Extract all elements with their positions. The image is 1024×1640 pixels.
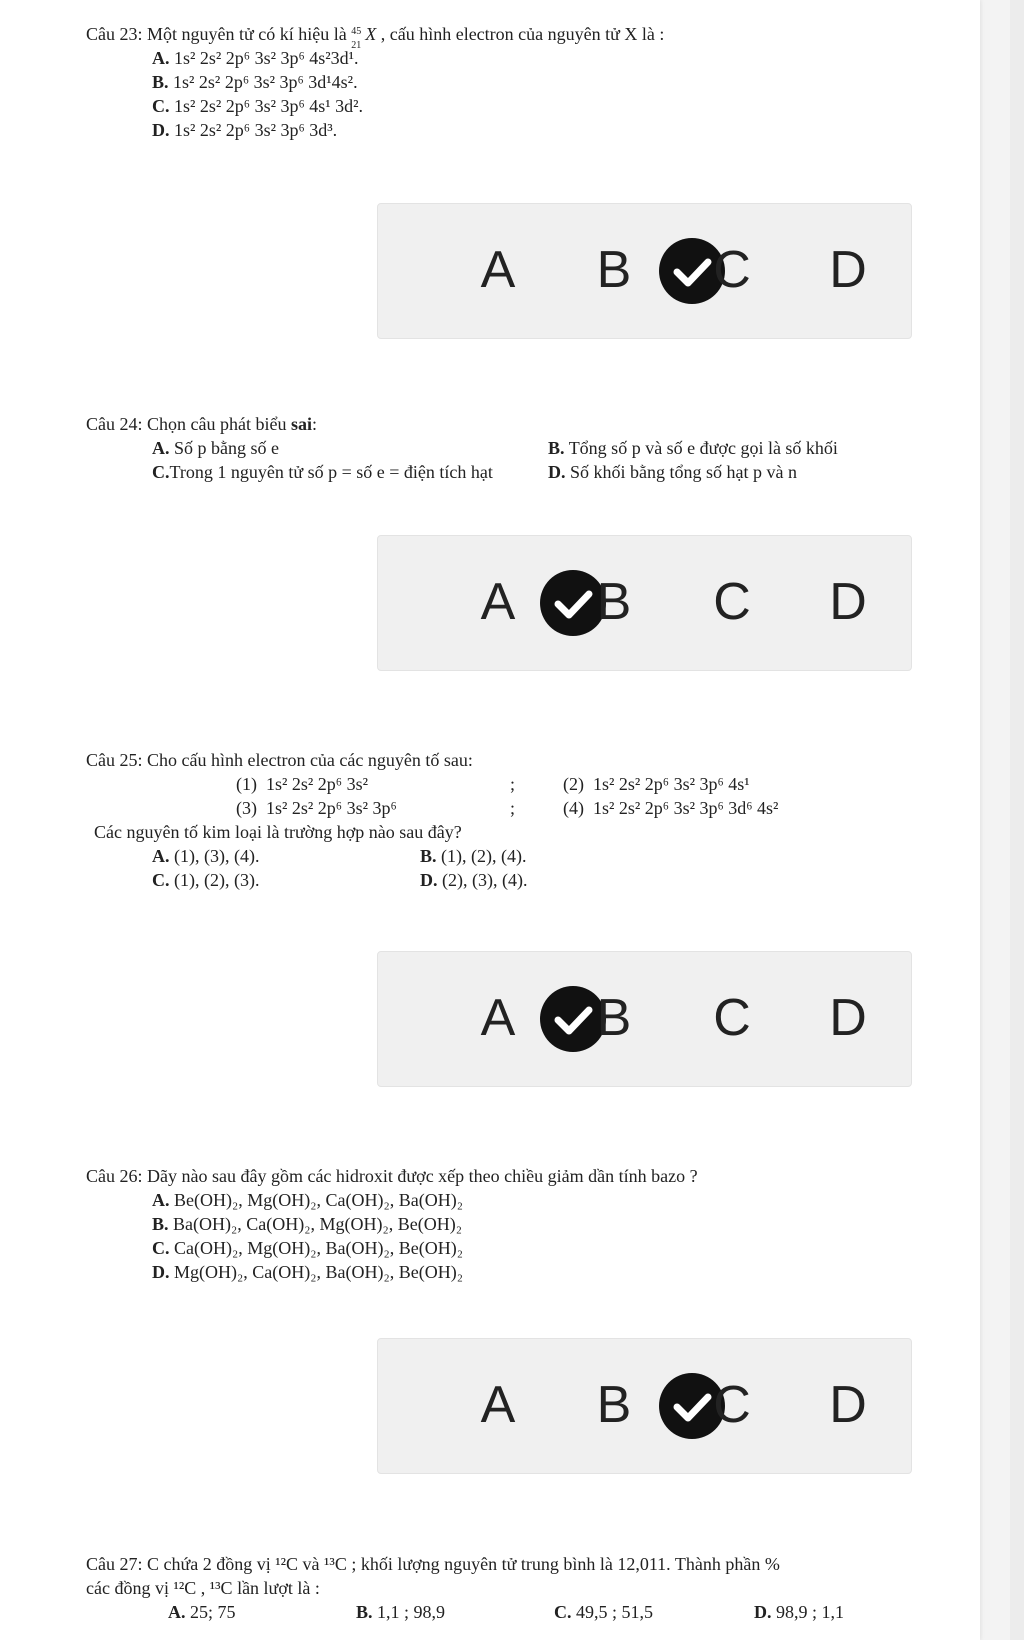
config-row-2 bbox=[86, 796, 940, 820]
answer-choice-a[interactable]: A bbox=[480, 573, 516, 631]
option-text: Be(OH)₂, Mg(OH)₂, Ca(OH)₂, Ba(OH)₂ bbox=[169, 1190, 464, 1210]
option-key: C. bbox=[152, 870, 170, 890]
option-key: A. bbox=[152, 48, 170, 68]
option-text: 1s² 2s² 2p⁶ 3s² 3p⁶ 3d¹4s². bbox=[173, 72, 358, 92]
option-key: C. bbox=[152, 1238, 170, 1258]
mass-number: 45 bbox=[351, 26, 362, 37]
config-text: 1s² 2s² 2p⁶ 3s² 3p⁶ 4s¹ bbox=[593, 774, 750, 794]
option-text: Số p bằng số e bbox=[169, 438, 279, 458]
question-23 bbox=[86, 22, 940, 142]
option-key: A. bbox=[152, 1190, 170, 1210]
option-key: A. bbox=[152, 846, 170, 866]
option-text: 98,9 ; 1,1 bbox=[771, 1602, 845, 1622]
option-c bbox=[554, 1600, 653, 1624]
option-key: C. bbox=[554, 1602, 572, 1622]
option-key: A. bbox=[168, 1602, 186, 1622]
option-text: Mg(OH)₂, Ca(OH)₂, Ba(OH)₂, Be(OH)₂ bbox=[169, 1262, 464, 1282]
config-label: (4) bbox=[563, 798, 584, 818]
option-text: Trong 1 nguyên tử số p = số e = điện tích hạt bbox=[169, 462, 493, 482]
config-3 bbox=[236, 796, 397, 820]
option-d bbox=[754, 1600, 844, 1624]
question-27-title: Câu 27: C chứa 2 đồng vị ¹²C và ¹³C ; khối lượng nguyên tử trung bình là 12,011. Thành phần % bbox=[86, 1554, 780, 1574]
option-a bbox=[86, 1188, 940, 1212]
separator: ; bbox=[510, 798, 516, 818]
answer-choice-d[interactable]: D bbox=[829, 1376, 867, 1434]
option-text: 25; 75 bbox=[185, 1602, 236, 1622]
question-24-title bbox=[86, 412, 940, 436]
option-b bbox=[86, 70, 940, 94]
option-b bbox=[548, 436, 838, 460]
option-key: D. bbox=[548, 462, 566, 482]
scrollbar[interactable] bbox=[1010, 0, 1024, 1640]
option-text: Ba(OH)₂, Ca(OH)₂, Mg(OH)₂, Be(OH)₂ bbox=[168, 1214, 463, 1234]
element-symbol: X bbox=[365, 24, 377, 44]
question-26-title: Câu 26: Dãy nào sau đây gồm các hidroxit được xếp theo chiều giảm dần tính bazo ? bbox=[86, 1166, 698, 1186]
question-24 bbox=[86, 412, 940, 484]
answer-choice-b[interactable]: B bbox=[596, 1376, 632, 1434]
answer-choice-a[interactable]: A bbox=[480, 241, 516, 299]
question-24-colon: : bbox=[311, 414, 317, 434]
option-key: D. bbox=[152, 120, 170, 140]
question-25-prompt: Các nguyên tố kim loại là trường hợp nào sau đây? bbox=[94, 822, 462, 842]
answer-choice-d[interactable]: D bbox=[829, 989, 867, 1047]
atomic-number: 21 bbox=[351, 40, 362, 51]
answer-panel-23 bbox=[377, 203, 912, 339]
separator: ; bbox=[510, 774, 516, 794]
answer-choice-a[interactable]: A bbox=[480, 989, 516, 1047]
option-text: 1s² 2s² 2p⁶ 3s² 3p⁶ 3d³. bbox=[174, 120, 338, 140]
question-25 bbox=[86, 748, 940, 892]
answer-choice-c[interactable]: C bbox=[713, 573, 751, 631]
option-a bbox=[168, 1600, 236, 1624]
option-text: (1), (3), (4). bbox=[169, 846, 260, 866]
answer-choice-c[interactable]: C bbox=[713, 241, 751, 299]
option-key: B. bbox=[356, 1602, 373, 1622]
question-25-title: Câu 25: Cho cấu hình electron của các nguyên tố sau: bbox=[86, 750, 473, 770]
config-label: (1) bbox=[236, 774, 257, 794]
option-a bbox=[86, 46, 940, 70]
option-c bbox=[86, 1236, 940, 1260]
option-key: D. bbox=[152, 1262, 170, 1282]
option-d bbox=[86, 1260, 940, 1284]
answer-choice-b[interactable]: B bbox=[596, 573, 632, 631]
option-text: (1), (2), (3). bbox=[169, 870, 260, 890]
answer-panel-26 bbox=[377, 1338, 912, 1474]
option-key: C. bbox=[152, 96, 170, 116]
option-text: Tổng số p và số e được gọi là số khối bbox=[564, 438, 838, 458]
answer-panel-25 bbox=[377, 951, 912, 1087]
option-d bbox=[420, 868, 527, 892]
question-27-title-cont: các đồng vị ¹²C , ¹³C lần lượt là : bbox=[86, 1578, 320, 1598]
answer-choice-c[interactable]: C bbox=[713, 1376, 751, 1434]
option-b bbox=[356, 1600, 445, 1624]
question-23-title bbox=[86, 22, 940, 51]
option-key: D. bbox=[420, 870, 438, 890]
config-text: 1s² 2s² 2p⁶ 3s² bbox=[266, 774, 368, 794]
option-d bbox=[86, 118, 940, 142]
question-27 bbox=[86, 1552, 940, 1624]
option-b bbox=[86, 1212, 940, 1236]
option-text: Ca(OH)₂, Mg(OH)₂, Ba(OH)₂, Be(OH)₂ bbox=[169, 1238, 464, 1258]
answer-panel-24 bbox=[377, 535, 912, 671]
isotope-notation bbox=[351, 26, 365, 51]
answer-choice-a[interactable]: A bbox=[480, 1376, 516, 1434]
option-key: B. bbox=[420, 846, 437, 866]
answer-choice-b[interactable]: B bbox=[596, 241, 632, 299]
option-key: B. bbox=[152, 72, 169, 92]
option-key: B. bbox=[152, 1214, 169, 1234]
option-b bbox=[420, 844, 526, 868]
config-label: (2) bbox=[563, 774, 584, 794]
config-row-1 bbox=[86, 772, 940, 796]
question-26 bbox=[86, 1164, 940, 1284]
option-text: 49,5 ; 51,5 bbox=[571, 1602, 654, 1622]
config-2 bbox=[563, 772, 750, 796]
option-key: D. bbox=[754, 1602, 772, 1622]
question-24-keyword: sai bbox=[290, 414, 312, 434]
option-key: B. bbox=[548, 438, 565, 458]
options-row-1 bbox=[86, 844, 940, 868]
option-text: 1s² 2s² 2p⁶ 3s² 3p⁶ 4s²3d¹. bbox=[174, 48, 359, 68]
option-text: 1s² 2s² 2p⁶ 3s² 3p⁶ 4s¹ 3d². bbox=[174, 96, 364, 116]
answer-choice-c[interactable]: C bbox=[713, 989, 751, 1047]
answer-choice-b[interactable]: B bbox=[596, 989, 632, 1047]
option-text: (1), (2), (4). bbox=[436, 846, 527, 866]
config-1 bbox=[236, 772, 368, 796]
options-row-2 bbox=[86, 460, 940, 484]
answer-choice-d[interactable]: D bbox=[829, 573, 867, 631]
option-text: Số khối bằng tổng số hạt p và n bbox=[565, 462, 797, 482]
option-text: 1,1 ; 98,9 bbox=[372, 1602, 446, 1622]
question-24-text: Câu 24: Chọn câu phát biểu bbox=[86, 414, 291, 434]
option-c bbox=[152, 460, 493, 484]
option-c bbox=[86, 94, 940, 118]
option-c bbox=[152, 868, 259, 892]
option-key: A. bbox=[152, 438, 170, 458]
question-23-text: Câu 23: Một nguyên tử có kí hiệu là bbox=[86, 24, 352, 44]
config-label: (3) bbox=[236, 798, 257, 818]
option-a bbox=[152, 844, 259, 868]
config-text: 1s² 2s² 2p⁶ 3s² 3p⁶ bbox=[266, 798, 397, 818]
answer-choice-d[interactable]: D bbox=[829, 241, 867, 299]
options-row-2 bbox=[86, 868, 940, 892]
option-key: C. bbox=[152, 462, 170, 482]
question-23-text-end: , cấu hình electron của nguyên tử X là : bbox=[376, 24, 665, 44]
config-text: 1s² 2s² 2p⁶ 3s² 3p⁶ 3d⁶ 4s² bbox=[593, 798, 779, 818]
option-text: (2), (3), (4). bbox=[437, 870, 528, 890]
config-4 bbox=[563, 796, 778, 820]
option-a bbox=[152, 436, 279, 460]
options-row-1 bbox=[86, 436, 940, 460]
option-d bbox=[548, 460, 797, 484]
options-row bbox=[86, 1600, 940, 1624]
